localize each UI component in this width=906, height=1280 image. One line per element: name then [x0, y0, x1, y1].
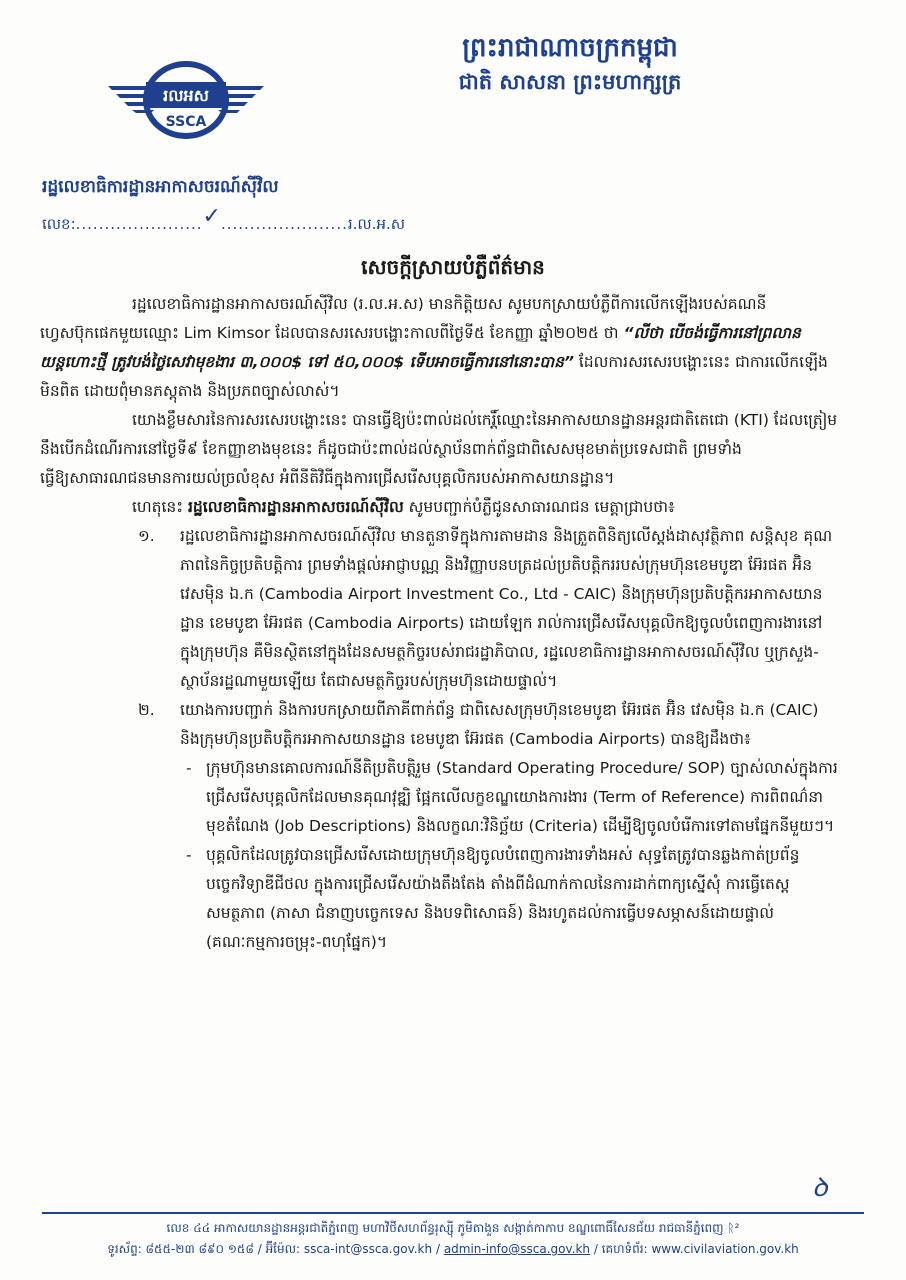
footer-email-1[interactable]: ssca-int@ssca.gov.kh [303, 1242, 433, 1256]
logo-text-bottom: SSCA [165, 114, 207, 130]
bullet-2-text: បុគ្គលិកដែលត្រូវបានជ្រើសរើសដោយក្រុមហ៊ុនឱ្យចូលបំពេញការងារទាំងអស់ សុទ្ធតែត្រូវបានឆ្លងកាត់ប្រព័ន្ធបច្ចេកវិទ្យាឌីជីថល ក្នុងការជ្រើសរើសយ៉ាងតឹងតែង តាំងពីដំណាក់កាលនៃការដាក់ពាក្យស្នើសុំ ការធ្វើតេស្ត សមត្ថភាព (ភាសា ជំនាញបច្ចេកទេស និងបទពិសោធន៍) និងរហូតដល់ការធ្វើបទសម្ភាសន៍ដោយផ្ទាល់ (គណៈកម្មការចម្រុះ-ពហុផ្នែក)។ [206, 846, 800, 951]
bullet-item [186, 841, 840, 957]
handwritten-initials: ꝺ [812, 1173, 828, 1203]
paragraph-1 [40, 290, 840, 406]
item-number: ២. [138, 701, 155, 719]
numbered-list [40, 522, 840, 754]
kingdom-header [300, 30, 840, 98]
ssca-logo [106, 60, 266, 155]
footer-phone: ទូរស័ព្ទ: ៨៥៥-២៣ ៨៩០ ១៥៨ / អ៊ីម៉ែល: [107, 1242, 301, 1256]
footer-mark: ᚱ² [727, 1221, 740, 1235]
ref-dots: ...................... [75, 215, 203, 233]
check-mark-icon: ✓ [202, 204, 221, 229]
org-name: រដ្ឋលេខាធិការដ្ឋានអាកាសចរណ៍ស៊ីវិល [42, 177, 279, 197]
paragraph-2: យោងខ្លឹមសារនៃការសរសេរបង្ហោះនេះ បានធ្វើឱ្យប៉ះពាល់ដល់កេរ្តិ៍ឈ្មោះនៃអាកាសយានដ្ឋានអន្តរជាតិតេជោ (KTI) ដែលត្រៀមនឹងបើកដំណើរការនៅថ្ងៃទី៩ ខែកញ្ញាខាងមុខនេះ ក៏ដូចជាប៉ះពាល់ដល់ស្ថាប័នពាក់ព័ន្ធជាពិសេសមុខមាត់ប្រទេសជាតិ ព្រមទាំងធ្វើឱ្យសាធារណជនមានការយល់ច្រលំខុស អំពីនីតិវិធីក្នុងការជ្រើសរើសបុគ្គលិករបស់អាកាសយានដ្ឋាន។ [40, 411, 838, 487]
item-2-text: យោងការបញ្ជាក់ និងការបកស្រាយពីភាគីពាក់ព័ន្ធ ជាពិសេសក្រុមហ៊ុនខេមបូឌា អ៊ែរផត អ៊ិន វេសម៉ិន ឯ.ក (CAIC) និងក្រុមហ៊ុនប្រតិបត្តិករអាកាសយានដ្ឋាន ខេមបូឌា អ៊ែរផត (Cambodia Airports) បានឱ្យដឹងថា៖ [180, 701, 819, 748]
footer-separator: / [435, 1242, 440, 1256]
bullet-dash: - [186, 846, 192, 864]
footer-email-2[interactable]: admin-info@ssca.gov.kh [443, 1242, 591, 1256]
document-title: សេចក្តីស្រាយបំភ្លឺព័ត៌មាន [361, 255, 545, 279]
item-number: ១. [138, 527, 155, 545]
ref-dots-2: ...................... [220, 215, 348, 233]
ref-prefix: លេខ: [42, 215, 76, 233]
ref-suffix: រ.ល.អ.ស [347, 215, 406, 233]
list-item [40, 522, 840, 696]
footer-web-label: / គេហទំព័រ: [593, 1242, 648, 1256]
bullet-list [180, 754, 840, 957]
item-1-text: រដ្ឋលេខាធិការដ្ឋានអាកាសចរណ៍ស៊ីវិល មានតួនាទីក្នុងការតាមដាន និងត្រួតពិនិត្យលើស្តង់ដាសុវត្ថិភាព សន្តិសុខ គុណភាពនៃកិច្ចប្រតិបត្តិការ ព្រមទាំងផ្តល់អាជ្ញាបណ្ណ និងវិញ្ញាបនបត្រដល់ប្រតិបត្តិកររបស់ក្រុមហ៊ុនខេមបូឌា អ៊ែរផត អ៊ិន វេសម៉ិន ឯ.ក (Cambodia Airport Investment Co., Ltd - CAIC) និងក្រុមហ៊ុនប្រតិបត្តិករអាកាសយានដ្ឋាន ខេមបូឌា អ៊ែរផត (Cambodia Airports) ដោយឡែក រាល់ការជ្រើសរើសបុគ្គលិកឱ្យចូលបំពេញការងារនៅក្នុងក្រុមហ៊ុន គឺមិនស្ថិតនៅក្នុងដែនសមត្ថកិច្ចរបស់រាជរដ្ឋាភិបាល, រដ្ឋលេខាធិការដ្ឋានអាកាសចរណ៍ស៊ីវិល ឬក្រសួង-ស្ថាប័នរដ្ឋណាមួយឡើយ តែជាសមត្ថកិច្ចរបស់ក្រុមហ៊ុនដោយផ្ទាល់។ [180, 527, 833, 690]
footer-divider [42, 1212, 864, 1214]
sub-bullets [40, 754, 840, 957]
footer-address [42, 1218, 864, 1239]
kingdom-line2: ជាតិ សាសនា ព្រះមហាក្សត្រ [458, 69, 682, 94]
bullet-item [186, 754, 840, 841]
footer-website[interactable]: www.civilaviation.gov.kh [651, 1242, 799, 1256]
footer-address-text: លេខ ៤៤ អាកាសយានដ្ឋានអន្តរជាតិភ្នំពេញ មហាវិថីសហព័ន្ធរុស្ស៊ី ភូមិតាងួន សង្កាត់កាកាប ខណ្ឌពោធិ៍សែនជ័យ រាជធានីភ្នំពេញ [166, 1221, 724, 1235]
paragraph-3-bold: រដ្ឋលេខាធិការដ្ឋានអាកាសចរណ៍ស៊ីវិល [188, 498, 404, 516]
document-body [40, 290, 840, 957]
bullet-dash: - [186, 759, 192, 777]
paragraph-3 [40, 493, 840, 522]
bullet-1-text: ក្រុមហ៊ុនមានគោលការណ៍នីតិប្រតិបត្តិរួម (Standard Operating Procedure/ SOP) ច្បាស់លាស់ក្នុងការជ្រើសរើសបុគ្គលិកដែលមានគុណវុឌ្ឍិ ផ្អែកលើលក្ខខណ្ឌយោងការងារ (Term of Reference) ការពិពណ៌នាមុខតំណែង (Job Descriptions) និងលក្ខណៈវិនិច្ឆ័យ (Criteria) ដើម្បីឱ្យចូលបំរើការទៅតាមផ្នែកនីមួយៗ។ [206, 759, 838, 835]
paragraph-1-b: ដែលការសរសេរបង្ហោះនេះ ជាការលើកឡើងមិនពិត ដោយពុំមានភស្តុតាង និងប្រភពច្បាស់លាស់។ [40, 353, 828, 400]
footer [42, 1218, 864, 1260]
reference-number [42, 204, 406, 237]
kingdom-line1: ព្រះរាជាណាចក្រកម្ពុជា [462, 33, 678, 63]
paragraph-1-quote: “លីថា បើចង់ធ្វើការនៅព្រលានយន្តហោះថ្មី ត្រូវបង់ថ្លៃសេវាមុខងារ ៣,០០០$ ទៅ ៥០,០០០$ ទើបអាចធ្វើការនៅនោះបាន” [40, 324, 801, 371]
paragraph-3-b: សូមបញ្ជាក់បំភ្លឺជូនសាធារណជន មេត្តាជ្រាបថា៖ [403, 498, 675, 516]
logo-text-top: រលអស [163, 86, 209, 105]
paragraph-3-a: ហេតុនេះ [132, 498, 189, 516]
footer-contacts [42, 1239, 864, 1260]
list-item [40, 696, 840, 754]
paragraph-1-a: រដ្ឋលេខាធិការដ្ឋានអាកាសចរណ៍ស៊ីវិល (រ.ល.អ.ស) មានកិត្តិយស សូមបកស្រាយបំភ្លឺពីការលើកឡើងរបស់គណនីហ្វេសប៊ុកផេកមួយឈ្មោះ Lim Kimsor ដែលបានសរសេរបង្ហោះកាលពីថ្ងៃទី៥ ខែកញ្ញា ឆ្នាំ២០២៥ ថា [40, 295, 767, 342]
